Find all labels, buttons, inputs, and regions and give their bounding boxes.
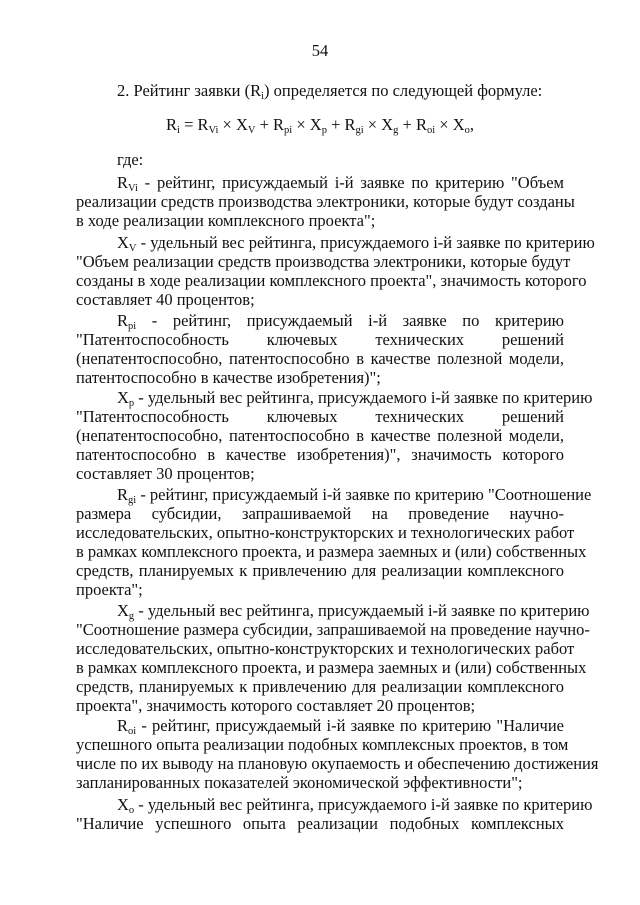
paragraph-line: средств, планируемых к привлечению для реализации комплексного: [76, 561, 564, 580]
paragraph-line: размера субсидии, запрашиваемой на проведение научно-: [76, 504, 564, 523]
paragraph-line: "Наличие успешного опыта реализации подобных комплексных: [76, 814, 564, 833]
paragraph-line: созданы в ходе реализации комплексного проекта", значимость которого: [76, 271, 587, 290]
paragraph-line: в рамках комплексного проекта, и размера заемных и (или) собственных: [76, 542, 587, 561]
paragraph-line: исследовательских, опытно-конструкторских и технологических работ: [76, 523, 575, 542]
rating-formula: $R_i = R_{Vi} \times X_V + R_{pi} \times X_p + R_{gi} \times X_g + R_{oi} \times X_o$,: [166, 115, 474, 136]
paragraph-line: в рамках комплексного проекта, и размера заемных и (или) собственных: [76, 658, 587, 677]
paragraph-line: патентоспособно в качестве изобретения)", значимость которого: [76, 445, 564, 464]
page-number: 54: [311, 41, 329, 60]
paragraph-line: $X_o$ - удельный вес рейтинга, присуждаемого i-й заявке по критерию: [117, 795, 593, 816]
paragraph-line: проекта";: [76, 580, 143, 599]
paragraph-line: $R_{oi}$ - рейтинг, присуждаемый i-й заявке по критерию "Наличие: [117, 716, 564, 737]
paragraph-line: реализации средств производства электроники, которые будут созданы: [76, 192, 575, 211]
paragraph-line: $R_{Vi}$ - рейтинг, присуждаемый i-й заявке по критерию "Объем: [117, 173, 564, 194]
where-label: где:: [117, 150, 144, 169]
section-intro: 2. Рейтинг заявки $(R_i)$ определяется по следующей формуле:: [117, 81, 543, 102]
paragraph-line: "Объем реализации средств производства электроники, которые будут: [76, 252, 571, 271]
paragraph-line: составляет 30 процентов;: [76, 464, 255, 483]
paragraph-line: проекта", значимость которого составляет 20 процентов;: [76, 696, 476, 715]
paragraph-line: составляет 40 процентов;: [76, 290, 255, 309]
paragraph-line: $X_V$ - удельный вес рейтинга, присуждаемого i-й заявке по критерию: [117, 233, 595, 254]
paragraph-line: $X_p$ - удельный вес рейтинга, присуждаемого i-й заявке по критерию: [117, 388, 593, 409]
paragraph-line: патентоспособно в качестве изобретения)";: [76, 368, 381, 387]
paragraph-line: $R_{pi}$ - рейтинг, присуждаемый i-й заявке по критерию: [117, 311, 564, 332]
paragraph-line: (непатентоспособно, патентоспособно в качестве полезной модели,: [76, 426, 564, 445]
paragraph-line: "Патентоспособность ключевых технических решений: [76, 330, 564, 349]
paragraph-line: числе по их выводу на плановую окупаемость и обеспечению достижения: [76, 754, 599, 773]
paragraph-line: исследовательских, опытно-конструкторских и технологических работ: [76, 639, 575, 658]
paragraph-line: $R_{gi}$ - рейтинг, присуждаемый i-й заявке по критерию "Соотношение: [117, 485, 592, 506]
paragraph-line: "Патентоспособность ключевых технических решений: [76, 407, 564, 426]
paragraph-line: в ходе реализации комплексного проекта";: [76, 211, 376, 230]
paragraph-line: успешного опыта реализации подобных комплексных проектов, в том: [76, 735, 569, 754]
paragraph-line: "Соотношение размера субсидии, запрашиваемой на проведение научно-: [76, 620, 590, 639]
paragraph-line: средств, планируемых к привлечению для реализации комплексного: [76, 677, 564, 696]
paragraph-line: запланированных показателей экономической эффективности";: [76, 773, 523, 792]
paragraph-line: $X_g$ - удельный вес рейтинга, присуждаемый i-й заявке по критерию: [117, 601, 590, 622]
paragraph-line: (непатентоспособно, патентоспособно в качестве полезной модели,: [76, 349, 564, 368]
